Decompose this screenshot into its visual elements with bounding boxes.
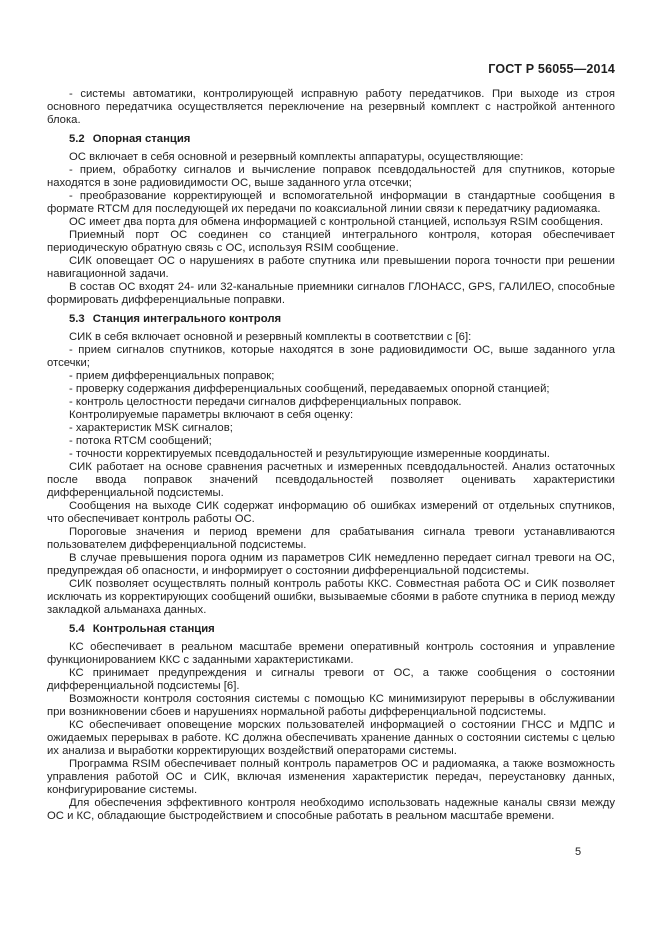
- paragraph: - прием дифференциальных поправок;: [69, 370, 275, 382]
- paragraph: Для обеспечения эффективного контроля необходимо использовать надежные каналы связи между ОС и КС, обладающие быстродействием и способные работать в реальном масштабе времени.: [47, 797, 615, 822]
- section-heading: [47, 133, 615, 146]
- paragraph: В состав ОС входят 24- или 32-канальные приемники сигналов ГЛОНАСС, GPS, ГАЛИЛЕО, способные формировать дифференциальные поправки.: [47, 281, 615, 306]
- paragraph: ОС имеет два порта для обмена информацией с контрольной станцией, используя RSIM сообщения.: [69, 216, 604, 228]
- paragraph: - точности корректируемых псевдодальностей и результирующие измеренные координаты.: [69, 448, 550, 460]
- paragraph: Сообщения на выходе СИК содержат информацию об ошибках измерений от отдельных спутников, что обеспечивает контроль работы ОС.: [47, 500, 615, 525]
- section-number: 5.4: [69, 623, 85, 635]
- paragraph: - контроль целостности передачи сигналов дифференциальных поправок.: [69, 396, 462, 408]
- paragraph: - преобразование корректирующей и вспомогательной информации в стандартные сообщения в формате RTCM для последующей их передачи по коаксиальной линии связи к передатчику радиомаяка.: [47, 190, 615, 215]
- section-heading: [47, 623, 615, 636]
- section-number: 5.2: [69, 133, 85, 145]
- paragraph: Контролируемые параметры включают в себя оценку:: [69, 409, 354, 421]
- paragraph: - прием сигналов спутников, которые находятся в зоне радиовидимости ОС, выше заданного угла отсечки;: [47, 344, 615, 369]
- paragraph: - потока RTCM сообщений;: [69, 435, 212, 447]
- paragraph: СИК оповещает ОС о нарушениях в работе спутника или превышении порога точности при решении навигационной задачи.: [47, 255, 615, 280]
- paragraph: Возможности контроля состояния системы с помощью КС минимизируют перерывы в обслуживании при возникновении сбоев и нарушениях нормальной работы дифференциальной подсистемы.: [47, 693, 615, 718]
- paragraph: - характеристик MSK сигналов;: [69, 422, 233, 434]
- document-code: ГОСТ Р 56055—2014: [488, 62, 615, 76]
- paragraph: КС принимает предупреждения и сигналы тревоги от ОС, а также сообщения о состоянии дифференциальной подсистемы [6].: [47, 667, 615, 692]
- section-title: Контрольная станция: [92, 623, 215, 635]
- document-content: [47, 88, 615, 823]
- paragraph: КС обеспечивает оповещение морских пользователей информацией о состоянии ГНСС и МДПС и ожидаемых перерывах в работе. КС должна обеспечивать хранение данных о состоянии системы с целью их анализа и выработки корректирующих воздействий операторами системы.: [47, 719, 615, 757]
- paragraph: - проверку содержания дифференциальных сообщений, передаваемых опорной станцией;: [69, 383, 550, 395]
- paragraph: - прием, обработку сигналов и вычисление поправок псевдодальностей для спутников, которые находятся в зоне радиовидимости ОС, выше заданного угла отсечки;: [47, 164, 615, 189]
- paragraph: Приемный порт ОС соединен со станцией интегрального контроля, которая обеспечивает периодическую обратную связь с ОС, используя RSIM сообщение.: [47, 229, 615, 254]
- section-title: Станция интегрального контроля: [92, 313, 282, 325]
- paragraph: СИК позволяет осуществлять полный контроль работы ККС. Совместная работа ОС и СИК позволяет исключать из корректирующих сообщений ошибки, вызываемые сбоями в работе спутника в период между закладкой альманаха данных.: [47, 578, 615, 616]
- paragraph: - системы автоматики, контролирующей исправную работу передатчиков. При выходе из строя основного передатчика осуществляется переключение на резервный комплект с настройкой антенного блока.: [47, 88, 615, 126]
- paragraph: КС обеспечивает в реальном масштабе времени оперативный контроль состояния и управление функционированием ККС с заданными характеристиками.: [47, 641, 615, 666]
- paragraph: В случае превышения порога одним из параметров СИК немедленно передает сигнал тревоги на ОС, предупреждая об опасности, и информирует о состоянии дифференциальной подсистемы.: [47, 552, 615, 577]
- paragraph: СИК в себя включает основной и резервный комплекты в соответствии с [6]:: [69, 331, 472, 343]
- paragraph: ОС включает в себя основной и резервный комплекты аппаратуры, осуществляющие:: [69, 151, 524, 163]
- paragraph: СИК работает на основе сравнения расчетных и измеренных псевдодальностей. Анализ остаточных после ввода поправок значений псевдодальностей позволяет оценивать характеристики дифференциальной подсистемы.: [47, 461, 615, 499]
- section-title: Опорная станция: [92, 133, 191, 145]
- section-number: 5.3: [69, 313, 85, 325]
- paragraph: Программа RSIM обеспечивает полный контроль параметров ОС и радиомаяка, а также возможность управления работой ОС и СИК, включая изменения характеристик передач, переустановку данных, конфигурирование системы.: [47, 758, 615, 796]
- paragraph: Пороговые значения и период времени для срабатывания сигнала тревоги устанавливаются пользователем дифференциальной подсистемы.: [47, 526, 615, 551]
- page-header: [47, 62, 615, 76]
- section-heading: [47, 313, 615, 326]
- page-number: 5: [575, 846, 582, 858]
